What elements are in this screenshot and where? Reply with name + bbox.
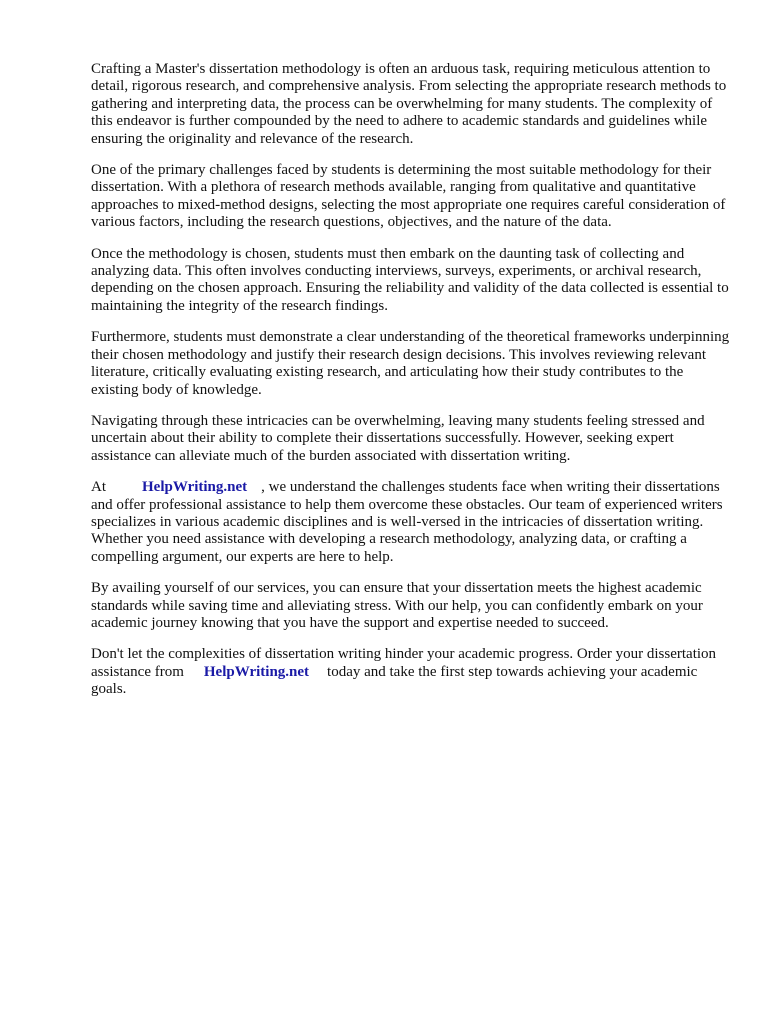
paragraph-8-lead: Don't let the complexities of dissertation writing hinder your academic progress. Order your dissertation assistance from (91, 646, 717, 680)
paragraph-6-text: , we understand the challenges students face when writing their dissertations and offer professional assistance to help them overcome these obstacles. Our team of experienced writers specializes in various academic disciplines and is well-versed in the intricacies of dissertation writing. Whether you need assistance with developing a research methodology, analyzing data, or crafting a compelling argument, our experts are here to help. (91, 479, 723, 565)
paragraph-3: Once the methodology is chosen, students must then embark on the daunting task of collecting and analyzing data. This often involves conducting interviews, surveys, experiments, or archival research, depending on the chosen approach. Ensuring the reliability and validity of the data collected is essential to maintaining the integrity of the research findings. (91, 245, 729, 314)
helpwriting-link[interactable]: HelpWriting.net (142, 479, 248, 496)
paragraph-6-lead: At (91, 479, 106, 496)
paragraph-5: Navigating through these intricacies can be overwhelming, leaving many students feeling stressed and uncertain about their ability to complete their dissertations successfully. However, seeking expert assistance can alleviate much of the burden associated with dissertation writing. (91, 412, 705, 464)
paragraph-1: Crafting a Master's dissertation methodology is often an arduous task, requiring meticulous attention to detail, rigorous research, and comprehensive analysis. From selecting the appropriate research methods to gathering and interpreting data, the process can be overwhelming for many students. The complexity of this endeavor is further compounded by the need to adhere to academic standards and guidelines while ensuring the originality and relevance of the research. (91, 61, 727, 147)
document-body (91, 61, 731, 713)
paragraph-8 (91, 646, 731, 698)
paragraph-8-text: today and take the first step towards achieving your academic goals. (91, 663, 698, 698)
paragraph-7: By availing yourself of our services, you can ensure that your dissertation meets the highest academic standards while saving time and alleviating stress. With our help, you can confidently embark on your academic journey knowing that you have the support and expertise needed to succeed. (91, 580, 703, 631)
paragraph-6 (91, 479, 731, 566)
helpwriting-link-2[interactable]: HelpWriting.net (203, 663, 310, 680)
paragraph-2: One of the primary challenges faced by students is determining the most suitable methodology for their dissertation. With a plethora of research methods available, ranging from qualitative and quantitative approaches to mixed-method designs, selecting the most appropriate one requires careful consideration of various factors, including the research questions, objectives, and the nature of the data. (91, 162, 726, 231)
paragraph-4: Furthermore, students must demonstrate a clear understanding of the theoretical frameworks underpinning their chosen methodology and justify their research design decisions. This involves reviewing relevant literature, critically evaluating existing research, and articulating how their study contributes to the existing body of knowledge. (91, 329, 730, 398)
